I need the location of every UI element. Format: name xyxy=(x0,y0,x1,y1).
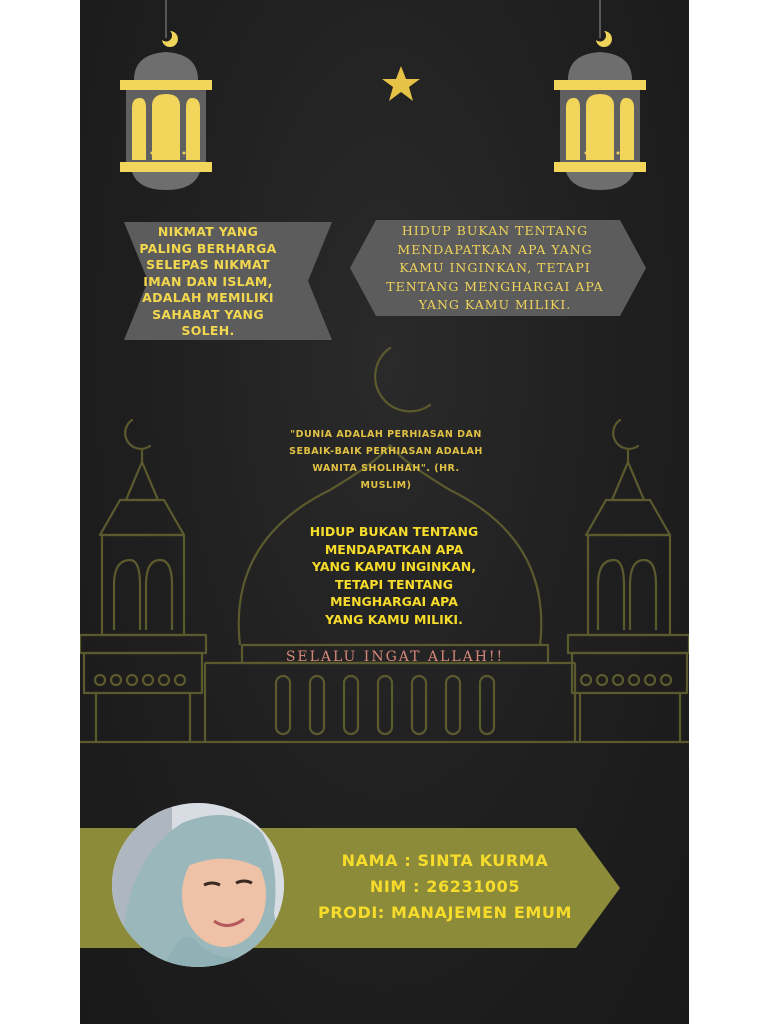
hadith-quote: "DUNIA ADALAH PERHIASAN DAN SEBAIK-BAIK PERHIASAN ADALAH WANITA SHOLIHAH". (HR. MUSLIM) xyxy=(289,429,483,491)
right-banner-text: HIDUP BUKAN TENTANG MENDAPATKAN APA YANG KAMU INGINKAN, TETAPI TENTANG MENGHARGAI APA YANG KAMU MILIKI. xyxy=(386,223,604,312)
student-nim: NIM : 26231005 xyxy=(369,877,521,896)
lantern-icon xyxy=(554,0,646,190)
student-name: NAMA : SINTA KURMA xyxy=(341,851,549,870)
remember-allah-text: SELALU INGAT ALLAH!! xyxy=(285,649,505,665)
student-info xyxy=(280,848,610,926)
avatar-illustration xyxy=(112,803,284,967)
poster xyxy=(80,0,689,1024)
crescent-star-icon xyxy=(361,56,424,137)
lantern-icon xyxy=(120,0,212,190)
main-quote: HIDUP BUKAN TENTANG MENDAPATKAN APA YANG KAMU INGINKAN, TETAPI TENTANG MENGHARGAI APA YANG KAMU MILIKI. xyxy=(309,524,479,627)
student-prodi: PRODI: MANAJEMEN EMUM xyxy=(318,903,572,922)
avatar-photo xyxy=(112,803,284,967)
left-banner-text: NIKMAT YANG PALING BERHARGA SELEPAS NIKMAT IMAN DAN ISLAM, ADALAH MEMILIKI SAHABAT YANG SOLEH. xyxy=(139,224,277,338)
